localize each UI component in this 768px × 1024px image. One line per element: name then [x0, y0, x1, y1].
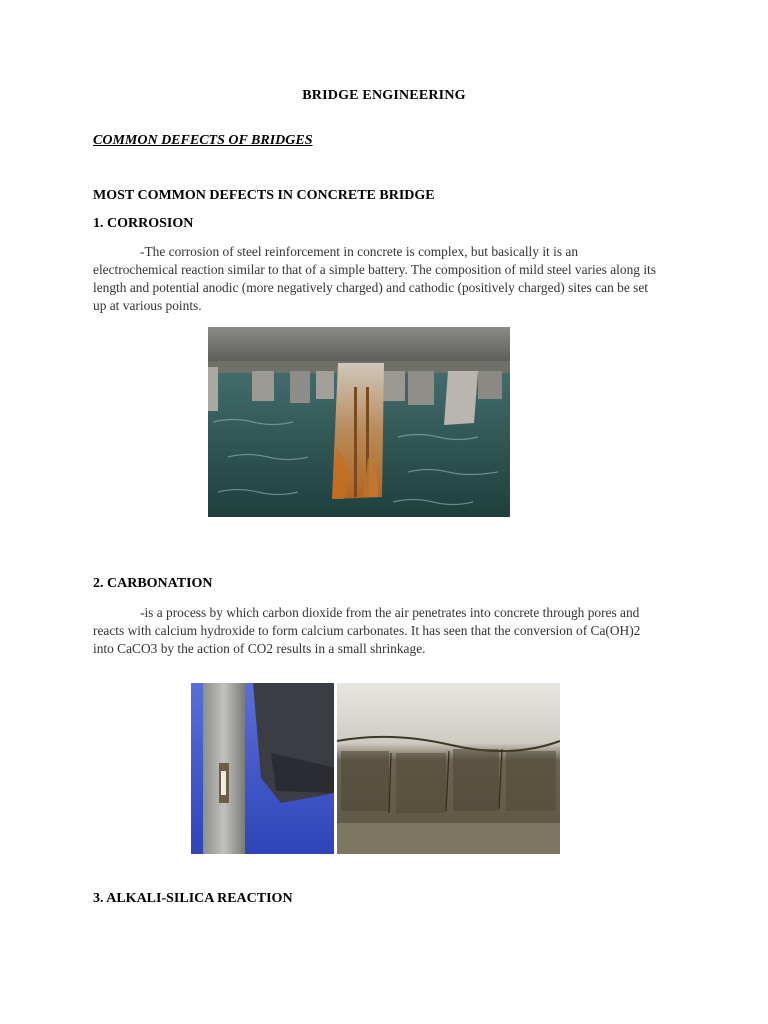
section-heading: MOST COMMON DEFECTS IN CONCRETE BRIDGE: [93, 188, 435, 203]
alkali-silica-heading: 3. ALKALI-SILICA REACTION: [93, 891, 293, 906]
corrosion-photo: [208, 327, 510, 517]
carbonation-paragraph: -is a process by which carbon dioxide from the air penetrates into concrete through pores and reacts with calcium hydroxide to form calcium carbonates. It has seen that the conversion of Ca(OH)2 into CaCO3 by the action of CO2 results in a small shrinkage.: [93, 605, 641, 656]
corroded-pier-image: [208, 327, 510, 517]
corrosion-heading: 1. CORROSION: [93, 216, 194, 231]
carbonation-photo: [191, 683, 560, 854]
carbonation-heading: 2. CARBONATION: [93, 576, 213, 591]
document-subtitle: COMMON DEFECTS OF BRIDGES: [93, 133, 313, 148]
carbonation-image: [191, 683, 560, 854]
corrosion-paragraph: -The corrosion of steel reinforcement in concrete is complex, but basically it is an electrochemical reaction similar to that of a simple battery. The composition of mild steel varies along its length and potential anodic (more negatively charged) and cathodic (positively charged) sites can be set up at various points.: [93, 244, 656, 313]
document-title: BRIDGE ENGINEERING: [302, 88, 466, 103]
